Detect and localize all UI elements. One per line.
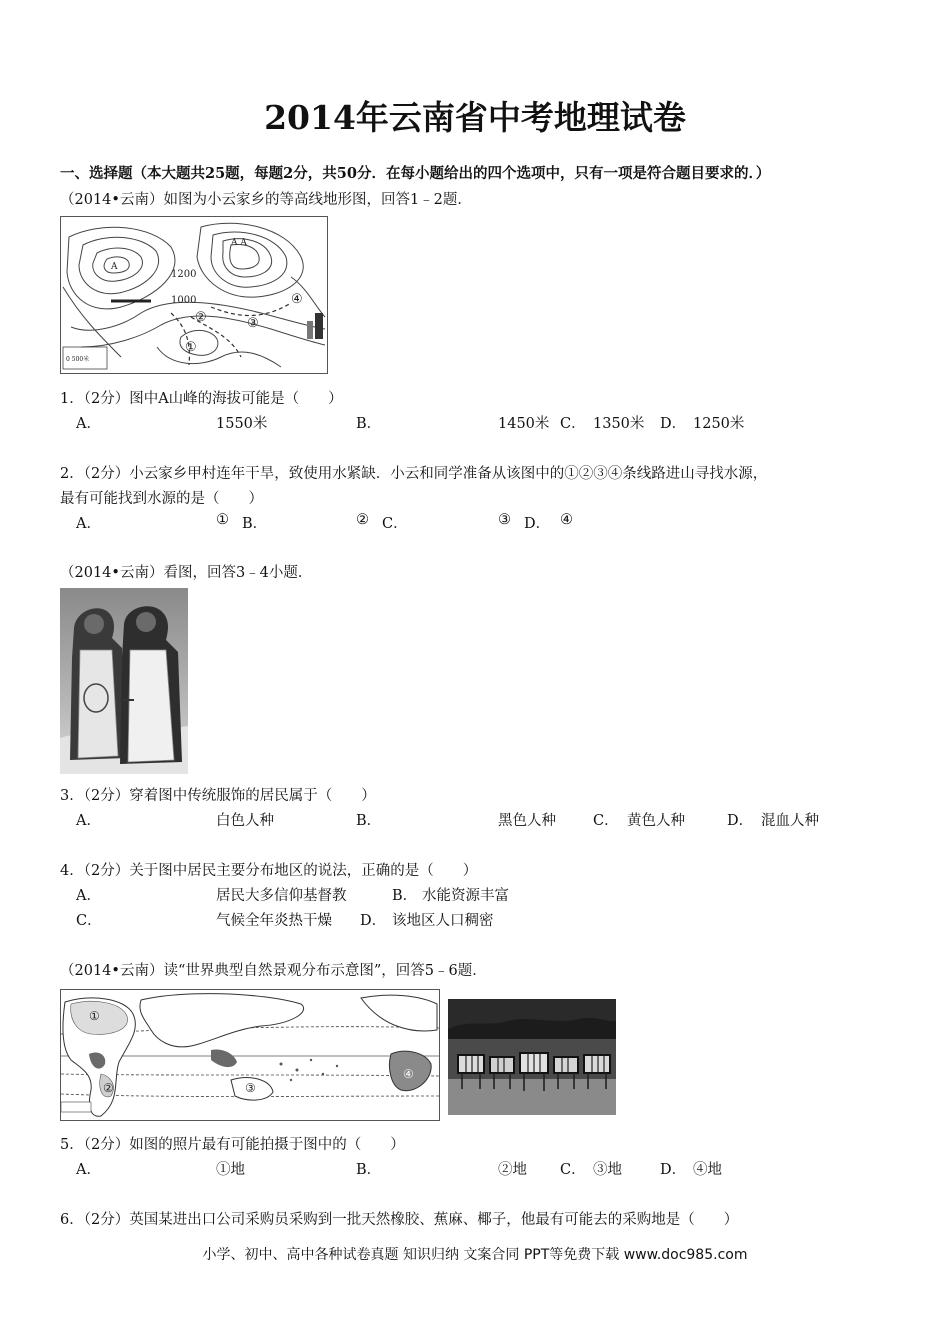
q2-option-b-text: ② (356, 512, 369, 528)
q2-option-d-text: ④ (560, 512, 573, 528)
q2-stem-cont: 最有可能找到水源的是（ ） (60, 491, 263, 507)
q3-stem: 3．（2分）穿着图中传统服饰的居民属于（ ） (60, 788, 376, 804)
q1-stem: 1．（2分）图中A山峰的海拔可能是（ ） (60, 391, 343, 407)
q3-option-d-text: 混血人种 (761, 813, 819, 829)
q1-option-a-text: 1550米 (216, 416, 268, 432)
q4-option-d-letter: D． (360, 913, 387, 929)
q1-option-c-letter: C． (560, 416, 586, 432)
q2-option-a-letter: A． (76, 516, 101, 532)
page-footer: 小学、初中、高中各种试卷真题 知识归纳 文案合同 PPT等免费下载 www.doc985.com (202, 1247, 748, 1263)
section-heading: 一、选择题（本大题共25题，每题2分，共50分．在每小题给出的四个选项中，只有一项是符合题目要求的．） (60, 165, 771, 182)
q5-option-c-letter: C． (560, 1162, 586, 1178)
legend-bar (315, 313, 323, 339)
contour-map-figure (60, 216, 328, 374)
contour-label-1200: 1200 (171, 269, 197, 280)
route-3-label: ③ (247, 316, 259, 331)
q5-option-d-text: ④地 (693, 1162, 722, 1178)
q3-option-b-letter: B． (356, 813, 382, 829)
q2-option-c-letter: C． (382, 516, 408, 532)
q3-option-c-text: 黄色人种 (627, 813, 685, 829)
q3-option-d-letter: D． (727, 813, 754, 829)
q4-option-a-text: 居民大多信仰基督教 (216, 888, 347, 904)
q2-option-a-text: ① (216, 512, 229, 528)
q1-option-c-text: 1350米 (593, 416, 645, 432)
route-2-label: ② (195, 310, 207, 325)
q4-option-d-text: 该地区人口稠密 (392, 913, 494, 929)
world-landscape-map (60, 989, 440, 1121)
q1-option-b-text: 1450米 (498, 416, 550, 432)
q3-option-c-letter: C． (593, 813, 619, 829)
q5-stem: 5．（2分）如图的照片最有可能拍摄于图中的（ ） (60, 1137, 405, 1153)
q4-option-b-letter: B． (392, 888, 418, 904)
traditional-clothing-photo (60, 588, 188, 774)
location-3-label: ③ (245, 1081, 256, 1095)
q5-option-a-text: ①地 (216, 1162, 245, 1178)
q4-option-c-letter: C． (76, 913, 102, 929)
map-scale: 0 500米 (66, 356, 90, 363)
q5-option-c-text: ③地 (593, 1162, 622, 1178)
location-4-label: ④ (403, 1067, 414, 1081)
contour-map (61, 217, 327, 373)
intro-questions-3-4: （2014•云南）看图，回答3﹣4小题． (60, 565, 313, 581)
q2-option-d-letter: D． (524, 516, 551, 532)
q1-option-a-letter: A． (76, 416, 101, 432)
q3-option-a-text: 白色人种 (216, 813, 274, 829)
location-1-label: ① (89, 1009, 100, 1023)
q5-option-b-letter: B． (356, 1162, 382, 1178)
peak-a-label: A (111, 262, 118, 272)
q1-option-d-letter: D． (660, 416, 687, 432)
q2-stem: 2．（2分）小云家乡甲村连年干旱，致使用水紧缺．小云和同学准备从该图中的①②③④条线路进山寻找水源， (60, 466, 768, 482)
q4-stem: 4．（2分）关于图中居民主要分布地区的说法，正确的是（ ） (60, 863, 478, 879)
q2-option-c-text: ③ (498, 512, 511, 528)
q1-option-d-text: 1250米 (693, 416, 745, 432)
route-4-label: ④ (291, 292, 303, 307)
location-2-label: ② (103, 1081, 114, 1095)
q1-option-b-letter: B． (356, 416, 382, 432)
intro-questions-1-2: （2014•云南）如图为小云家乡的等高线地形图，回答1﹣2题． (60, 192, 472, 208)
q3-option-a-letter: A． (76, 813, 101, 829)
q5-option-d-letter: D． (660, 1162, 687, 1178)
contour-label-1000: 1000 (171, 295, 197, 306)
q3-option-b-text: 黑色人种 (498, 813, 556, 829)
q2-option-b-letter: B． (242, 516, 268, 532)
q4-option-a-letter: A． (76, 888, 101, 904)
q4-option-c-text: 气候全年炎热干燥 (216, 913, 332, 929)
peak-aa-label: A A (231, 238, 247, 248)
zebra-savanna-photo (448, 999, 616, 1115)
page-title: 2014年云南省中考地理试卷 (264, 98, 686, 137)
q6-stem: 6．（2分）英国某进出口公司采购员采购到一批天然橡胶、蕉麻、椰子，他最有可能去的采购地是（ ） (60, 1212, 739, 1228)
intro-questions-5-6: （2014•云南）读“世界典型自然景观分布示意图”，回答5﹣6题． (60, 963, 487, 979)
q5-option-b-text: ②地 (498, 1162, 527, 1178)
route-1-label: ① (185, 340, 197, 355)
q5-option-a-letter: A． (76, 1162, 101, 1178)
q4-option-b-text: 水能资源丰富 (422, 888, 509, 904)
